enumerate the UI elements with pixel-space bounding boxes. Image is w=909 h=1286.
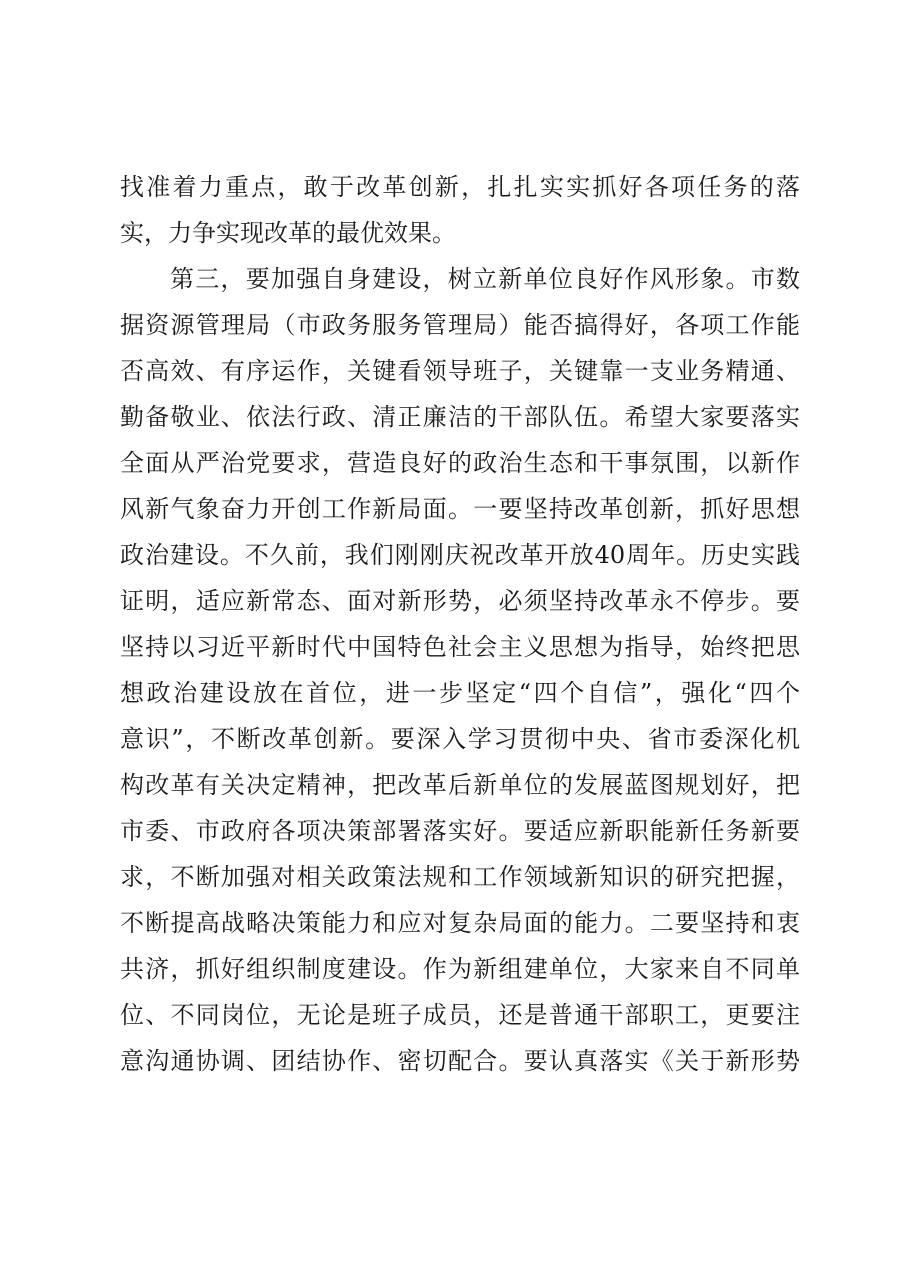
text-line: 全面从严治党要求，营造良好的政治生态和干事氛围，以新作 bbox=[120, 449, 800, 477]
text-line: 位、不同岗位，无论是班子成员，还是普通干部职工，更要注 bbox=[120, 1001, 800, 1029]
text-line: 据资源管理局（市政务服务管理局）能否搞得好，各项工作能 bbox=[120, 311, 800, 339]
body-text bbox=[120, 164, 800, 1084]
text-line: 勤备敬业、依法行政、清正廉洁的干部队伍。希望大家要落实 bbox=[120, 403, 800, 431]
text-line: 不断提高战略决策能力和应对复杂局面的能力。二要坚持和衷 bbox=[120, 909, 800, 937]
text-line: 意识”，不断改革创新。要深入学习贯彻中央、省市委深化机 bbox=[120, 725, 800, 753]
text-line: 构改革有关决定精神，把改革后新单位的发展蓝图规划好，把 bbox=[120, 771, 800, 799]
text-line: 市委、市政府各项决策部署落实好。要适应新职能新任务新要 bbox=[120, 817, 800, 845]
text-line: 找准着力重点，敢于改革创新，扎扎实实抓好各项任务的落 bbox=[120, 173, 800, 201]
text-line: 共济，抓好组织制度建设。作为新组建单位，大家来自不同单 bbox=[120, 955, 800, 983]
paragraph-first-line: 第三，要加强自身建设，树立新单位良好作风形象。市数 bbox=[170, 265, 800, 293]
text-line: 政治建设。不久前，我们刚刚庆祝改革开放40周年。历史实践 bbox=[120, 541, 800, 569]
text-line: 意沟通协调、团结协作、密切配合。要认真落实《关于新形势 bbox=[120, 1047, 800, 1075]
text-line: 风新气象奋力开创工作新局面。一要坚持改革创新，抓好思想 bbox=[120, 495, 800, 523]
text-line: 坚持以习近平新时代中国特色社会主义思想为指导，始终把思 bbox=[120, 633, 800, 661]
text-line: 否高效、有序运作，关键看领导班子，关键靠一支业务精通、 bbox=[120, 357, 800, 385]
text-line: 求，不断加强对相关政策法规和工作领域新知识的研究把握， bbox=[120, 863, 800, 891]
text-line: 证明，适应新常态、面对新形势，必须坚持改革永不停步。要 bbox=[120, 587, 800, 615]
text-line: 想政治建设放在首位，进一步坚定“四个自信”，强化“四个 bbox=[120, 679, 800, 707]
text-line: 实，力争实现改革的最优效果。 bbox=[120, 219, 456, 247]
